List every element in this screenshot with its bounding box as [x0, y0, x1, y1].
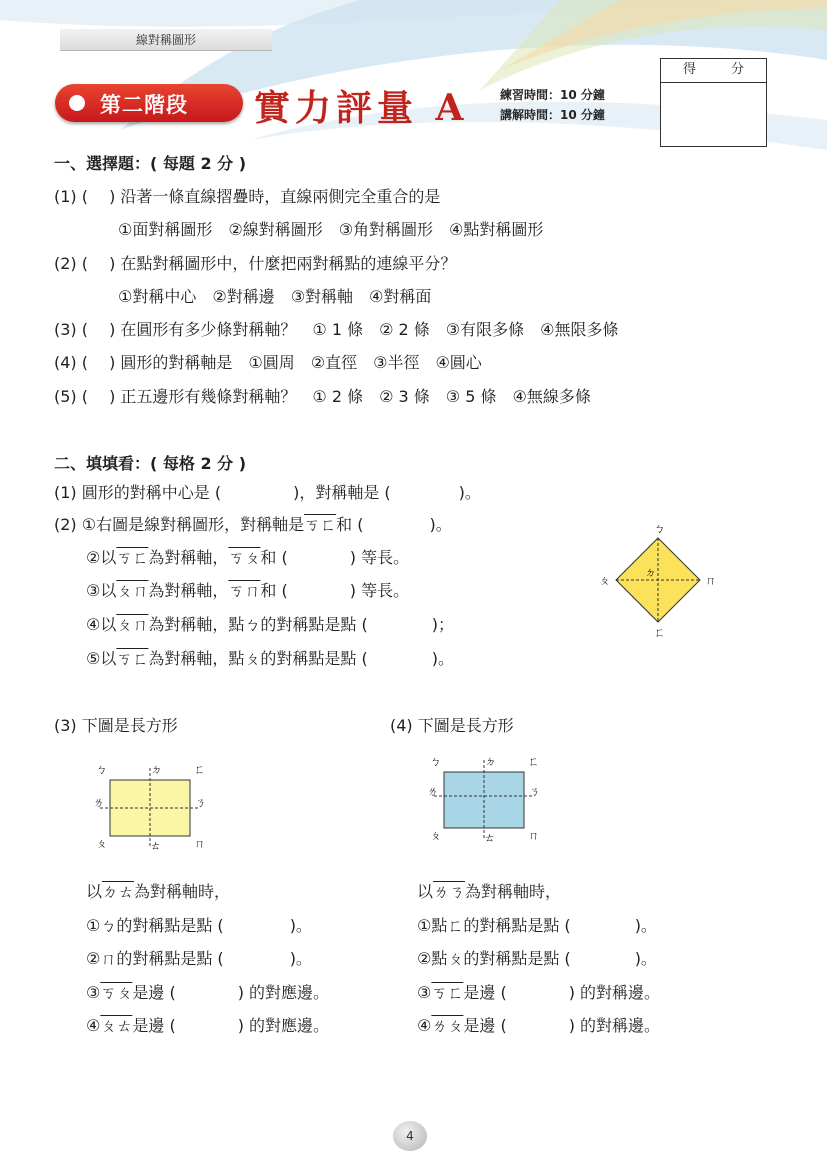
question-5: (5) ( ) 正五邊形有幾條對稱軸？ ① 2 條 ② 3 條 ③ 5 條 ④無線多條 — [54, 387, 591, 406]
q3-label-tl: ㄅ — [96, 763, 107, 776]
q3-item-4: ④ㄆㄊ是邊 ( ) 的對應邊。 — [86, 1016, 330, 1035]
q4-label-tr: ㄈ — [528, 755, 539, 768]
q3-rectangle-figure — [88, 758, 218, 854]
q4-item-3: ③ㄎㄈ是邊 ( ) 的對稱邊。 — [417, 983, 661, 1002]
score-label-left: 得 — [683, 62, 697, 77]
fill-question-2-5: ⑤以ㄎㄈ為對稱軸，點ㄆ的對稱點是點 ( )。 — [86, 649, 454, 668]
question-3: (3) ( ) 在圓形有多少條對稱軸？ ① 1 條 ② 2 條 ③有限多條 ④無限多條 — [54, 320, 619, 339]
q4-label-mr: ㄋ — [529, 785, 540, 798]
q4-heading: (4) 下圖是長方形 — [390, 716, 514, 735]
diamond-label-bottom: ㄈ — [654, 626, 665, 639]
diamond-label-center: ㄉ — [645, 566, 656, 579]
explain-time: 講解時間：10 分鐘 — [500, 108, 605, 122]
practice-time: 練習時間：10 分鐘 — [500, 88, 605, 102]
q3-intro: 以ㄉㄊ為對稱軸時， — [86, 882, 231, 901]
question-1: (1) ( ) 沿著一條直線摺疊時，直線兩側完全重合的是 — [54, 187, 441, 206]
q4-label-bl: ㄆ — [430, 829, 441, 842]
q4-label-ml: ㄌ — [427, 785, 438, 798]
stage-label: 第二階段 — [100, 93, 188, 117]
score-box[interactable] — [660, 58, 767, 147]
q3-label-tm: ㄉ — [151, 763, 162, 776]
q3-label-bl: ㄆ — [96, 837, 107, 850]
q4-label-br: ㄇ — [528, 829, 539, 842]
fill-question-2-1: (2) ①右圖是線對稱圖形，對稱軸是ㄎㄈ和 ( )。 — [54, 515, 452, 534]
q4-item-2: ②點ㄆ的對稱點是點 ( )。 — [417, 949, 657, 968]
q4-label-bm: ㄊ — [484, 831, 495, 844]
q4-item-1: ①點ㄈ的對稱點是點 ( )。 — [417, 916, 657, 935]
q3-heading: (3) 下圖是長方形 — [54, 716, 178, 735]
diamond-label-left: ㄆ — [599, 574, 610, 587]
question-2-options: ①對稱中心 ②對稱邊 ③對稱軸 ④對稱面 — [118, 287, 432, 306]
q4-label-tl: ㄅ — [430, 755, 441, 768]
diamond-label-right: ㄇ — [705, 574, 716, 587]
q3-item-2: ②ㄇ的對稱點是點 ( )。 — [86, 949, 312, 968]
q3-item-1: ①ㄅ的對稱點是點 ( )。 — [86, 916, 312, 935]
fill-question-2-4: ④以ㄆㄇ為對稱軸，點ㄅ的對稱點是點 ( )； — [86, 615, 454, 634]
fill-question-2-2: ②以ㄎㄈ為對稱軸，ㄎㄆ和 ( ) 等長。 — [86, 548, 410, 567]
q3-item-3: ③ㄎㄆ是邊 ( ) 的對應邊。 — [86, 983, 330, 1002]
section2-title: 二、填填看：( 每格 2 分 ) — [54, 454, 247, 473]
q4-rectangle-figure — [422, 750, 552, 846]
q4-intro: 以ㄌㄋ為對稱軸時， — [417, 882, 562, 901]
diamond-figure — [595, 518, 725, 642]
page-title: 實力評量 A — [254, 87, 469, 129]
question-4: (4) ( ) 圓形的對稱軸是 ①圓周 ②直徑 ③半徑 ④圓心 — [54, 353, 482, 372]
score-header — [661, 59, 766, 83]
q4-label-tm: ㄉ — [485, 755, 496, 768]
chapter-tab: 線對稱圖形 — [60, 29, 272, 51]
q3-label-bm: ㄊ — [150, 839, 161, 852]
q4-item-4: ④ㄌㄆ是邊 ( ) 的對稱邊。 — [417, 1016, 661, 1035]
q3-label-ml: ㄌ — [93, 796, 104, 809]
diamond-label-top: ㄅ — [654, 522, 665, 535]
q3-label-tr: ㄈ — [194, 763, 205, 776]
question-2: (2) ( ) 在點對稱圖形中，什麼把兩對稱點的連線平分？ — [54, 254, 457, 273]
q3-label-mr: ㄋ — [195, 796, 206, 809]
stage-bullet-icon — [69, 95, 85, 111]
score-label-right: 分 — [730, 62, 744, 77]
question-1-options: ①面對稱圖形 ②線對稱圖形 ③角對稱圖形 ④點對稱圖形 — [118, 220, 544, 239]
section1-title: 一、選擇題：( 每題 2 分 ) — [54, 154, 247, 173]
fill-question-1: (1) 圓形的對稱中心是 ( )，對稱軸是 ( )。 — [54, 483, 481, 502]
page-number: 4 — [393, 1121, 427, 1151]
fill-question-2-3: ③以ㄆㄇ為對稱軸，ㄎㄇ和 ( ) 等長。 — [86, 581, 410, 600]
q3-label-br: ㄇ — [194, 837, 205, 850]
